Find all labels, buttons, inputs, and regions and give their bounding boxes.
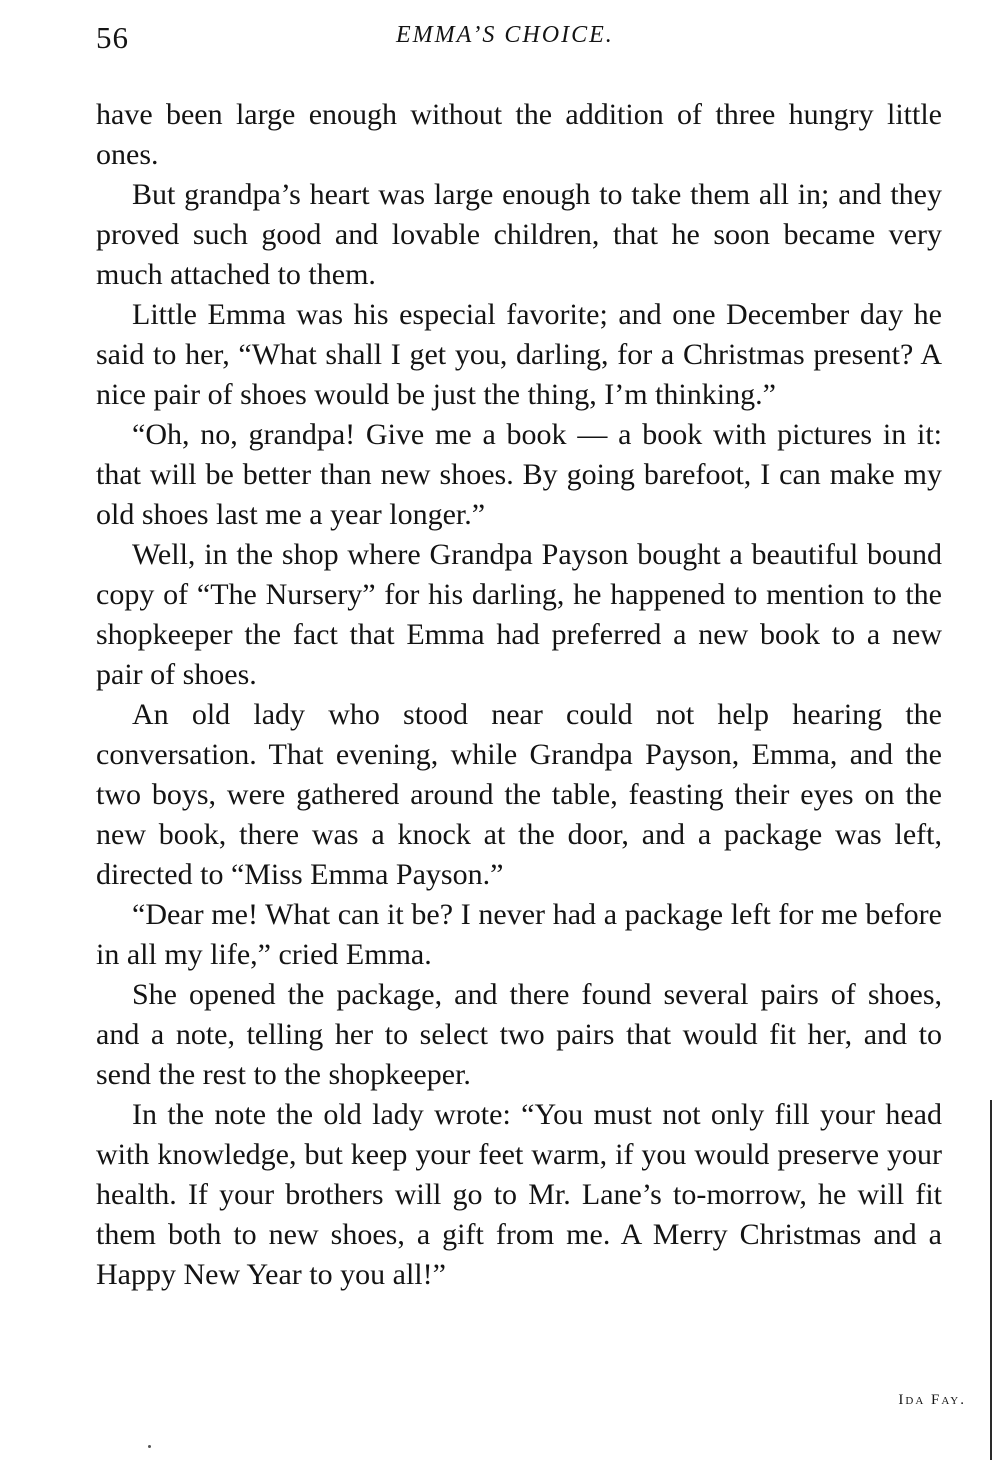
body-text — [96, 95, 942, 1295]
paragraph-9: In the note the old lady wrote: “You must not only fill your head with knowledge, but keep your feet warm, if you would preserve your health. If your brothers will go to Mr. Lane’s to-morrow, he will fit them both to new shoes, a gift from me. A Merry Christmas and a Happy New Year to you all!” — [96, 1098, 942, 1291]
page-number: 56 — [96, 20, 129, 55]
page-header — [96, 0, 942, 90]
author-signature: Ida Fay. — [898, 1392, 966, 1408]
paragraph-3: Little Emma was his especial favorite; and one December day he said to her, “What shall I get you, darling, for a Christmas present? A nice pair of shoes would be just the thing, I’m thinking.” — [96, 298, 942, 411]
paragraph-8: She opened the package, and there found several pairs of shoes, and a note, telling her to select two pairs that would fit her, and to send the rest to the shopkeeper. — [96, 978, 942, 1091]
book-page — [96, 0, 942, 1291]
paragraph-6: An old lady who stood near could not help hearing the conversation. That evening, while Grandpa Payson, Emma, and the two boys, were gathered around the table, feasting their eyes on the new book, there was a knock at the door, and a package was left, directed to “Miss Emma Payson.” — [96, 698, 942, 891]
running-title: EMMA’S CHOICE. — [396, 22, 614, 48]
paragraph-7: “Dear me! What can it be? I never had a package left for me before in all my life,” cried Emma. — [96, 898, 942, 971]
paragraph-1: have been large enough without the addition of three hungry little ones. — [96, 98, 942, 171]
page-edge-line — [990, 1100, 992, 1460]
paragraph-2: But grandpa’s heart was large enough to take them all in; and they proved such good and lovable children, that he soon became very much attached to them. — [96, 178, 942, 291]
ink-speck — [148, 1445, 151, 1448]
paragraph-4: “Oh, no, grandpa! Give me a book — a book with pictures in it: that will be better than new shoes. By going barefoot, I can make my old shoes last me a year longer.” — [96, 418, 942, 531]
paragraph-5: Well, in the shop where Grandpa Payson bought a beautiful bound copy of “The Nursery” for his darling, he happened to mention to the shopkeeper the fact that Emma had preferred a new book to a new pair of shoes. — [96, 538, 942, 691]
